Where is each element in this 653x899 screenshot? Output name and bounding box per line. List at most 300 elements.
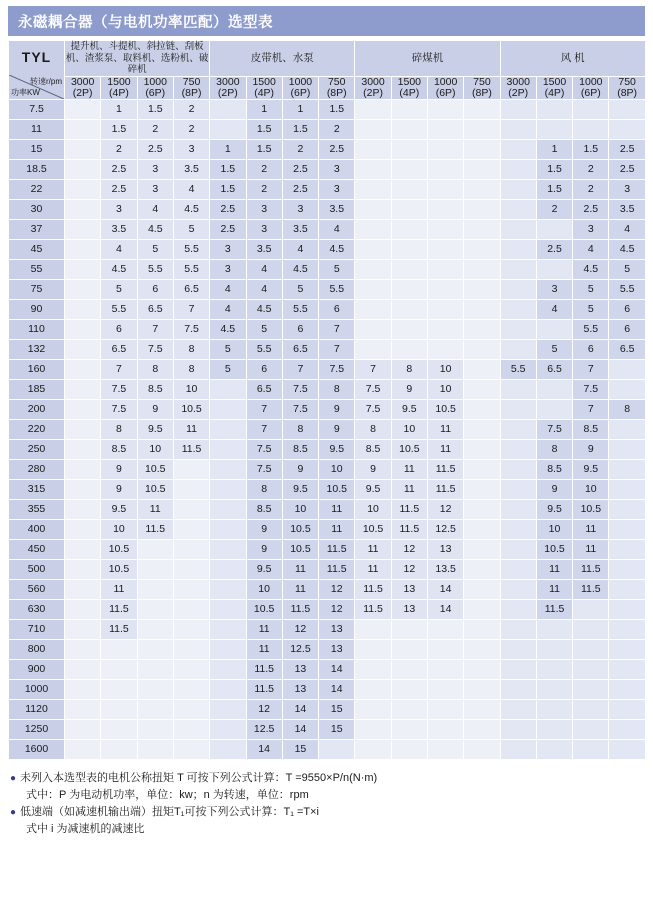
table-row — [9, 239, 646, 259]
model-cell: 3 — [319, 179, 355, 199]
empty-cell — [464, 579, 500, 599]
table-row — [9, 679, 646, 699]
empty-cell — [500, 699, 536, 719]
model-cell: 10.5 — [282, 519, 318, 539]
model-cell: 2 — [173, 99, 209, 119]
model-cell: 10.5 — [319, 479, 355, 499]
empty-cell — [500, 599, 536, 619]
empty-cell — [101, 719, 137, 739]
empty-cell — [500, 319, 536, 339]
model-cell: 12.5 — [282, 639, 318, 659]
model-cell: 8 — [137, 359, 173, 379]
empty-cell — [464, 699, 500, 719]
model-cell: 8.5 — [282, 439, 318, 459]
empty-cell — [355, 239, 391, 259]
table-row — [9, 119, 646, 139]
empty-cell — [137, 659, 173, 679]
model-cell: 9.5 — [282, 479, 318, 499]
model-cell: 9 — [536, 479, 572, 499]
empty-cell — [355, 679, 391, 699]
table-row — [9, 619, 646, 639]
empty-cell — [500, 339, 536, 359]
empty-cell — [355, 719, 391, 739]
model-cell: 3.5 — [246, 239, 282, 259]
model-cell: 2 — [573, 159, 609, 179]
model-cell: 6.5 — [536, 359, 572, 379]
empty-cell — [536, 99, 572, 119]
empty-cell — [427, 299, 463, 319]
empty-cell — [173, 659, 209, 679]
model-cell: 2.5 — [137, 139, 173, 159]
model-cell: 11 — [282, 559, 318, 579]
model-cell: 11.5 — [427, 479, 463, 499]
empty-cell — [355, 99, 391, 119]
table-row — [9, 639, 646, 659]
model-cell: 11 — [137, 499, 173, 519]
model-cell: 2.5 — [609, 139, 645, 159]
power-kw-cell: 160 — [9, 359, 65, 379]
model-cell: 5.5 — [137, 259, 173, 279]
note-item — [10, 804, 645, 821]
model-cell: 14 — [282, 719, 318, 739]
empty-cell — [573, 119, 609, 139]
empty-cell — [464, 639, 500, 659]
model-cell: 8 — [173, 339, 209, 359]
speed-header-crusher-3: 1000 (6P) — [427, 76, 463, 99]
empty-cell — [500, 119, 536, 139]
model-cell: 11 — [173, 419, 209, 439]
empty-cell — [427, 679, 463, 699]
empty-cell — [65, 499, 101, 519]
model-cell: 1.5 — [536, 159, 572, 179]
model-cell: 13 — [391, 599, 427, 619]
model-cell: 12 — [427, 499, 463, 519]
empty-cell — [500, 279, 536, 299]
power-kw-cell: 37 — [9, 219, 65, 239]
empty-cell — [609, 459, 645, 479]
model-cell: 2.5 — [573, 199, 609, 219]
speed-header-belt-1: 3000 (2P) — [210, 76, 246, 99]
empty-cell — [173, 639, 209, 659]
model-cell: 2.5 — [282, 179, 318, 199]
empty-cell — [355, 219, 391, 239]
model-cell: 13 — [319, 639, 355, 659]
empty-cell — [609, 479, 645, 499]
empty-cell — [500, 639, 536, 659]
power-kw-cell: 45 — [9, 239, 65, 259]
model-cell: 5 — [210, 339, 246, 359]
empty-cell — [173, 479, 209, 499]
empty-cell — [500, 659, 536, 679]
model-cell: 6 — [282, 319, 318, 339]
empty-cell — [173, 539, 209, 559]
empty-cell — [500, 139, 536, 159]
table-row — [9, 379, 646, 399]
table-row — [9, 539, 646, 559]
empty-cell — [536, 399, 572, 419]
empty-cell — [210, 519, 246, 539]
power-kw-cell: 400 — [9, 519, 65, 539]
model-cell: 10 — [137, 439, 173, 459]
speed-header-fan-1: 3000 (2P) — [500, 76, 536, 99]
power-kw-cell: 15 — [9, 139, 65, 159]
model-cell: 5.5 — [500, 359, 536, 379]
model-cell: 10.5 — [391, 439, 427, 459]
empty-cell — [391, 279, 427, 299]
empty-cell — [427, 619, 463, 639]
model-cell: 2.5 — [210, 199, 246, 219]
power-kw-cell: 630 — [9, 599, 65, 619]
model-cell: 6 — [609, 299, 645, 319]
model-cell: 8 — [282, 419, 318, 439]
empty-cell — [210, 539, 246, 559]
model-cell: 1.5 — [246, 119, 282, 139]
model-cell: 5 — [101, 279, 137, 299]
speed-header-hoist-4: 750 (8P) — [173, 76, 209, 99]
empty-cell — [500, 299, 536, 319]
empty-cell — [391, 179, 427, 199]
power-kw-cell: 800 — [9, 639, 65, 659]
power-kw-cell: 75 — [9, 279, 65, 299]
model-cell: 5.5 — [173, 239, 209, 259]
notes-block — [8, 770, 645, 838]
model-cell: 13 — [427, 539, 463, 559]
model-cell: 7.5 — [246, 459, 282, 479]
empty-cell — [573, 99, 609, 119]
corner-label-kw: 功率KW — [11, 87, 40, 97]
model-cell: 13.5 — [427, 559, 463, 579]
empty-cell — [355, 159, 391, 179]
empty-cell — [173, 519, 209, 539]
model-cell: 4.5 — [173, 199, 209, 219]
model-cell: 1.5 — [210, 159, 246, 179]
empty-cell — [427, 219, 463, 239]
model-cell: 3.5 — [609, 199, 645, 219]
model-cell: 5.5 — [609, 279, 645, 299]
empty-cell — [65, 679, 101, 699]
empty-cell — [173, 619, 209, 639]
model-cell: 10 — [573, 479, 609, 499]
power-kw-cell: 355 — [9, 499, 65, 519]
empty-cell — [391, 659, 427, 679]
model-cell: 10 — [282, 499, 318, 519]
table-row — [9, 99, 646, 119]
empty-cell — [609, 719, 645, 739]
model-cell: 4 — [573, 239, 609, 259]
model-cell: 11 — [573, 519, 609, 539]
model-cell: 2 — [173, 119, 209, 139]
model-cell: 5.5 — [573, 319, 609, 339]
model-cell: 11 — [427, 439, 463, 459]
empty-cell — [65, 439, 101, 459]
model-cell: 3 — [319, 159, 355, 179]
table-head — [9, 41, 646, 100]
model-cell: 6 — [246, 359, 282, 379]
table-row — [9, 719, 646, 739]
model-cell: 1 — [536, 139, 572, 159]
model-cell: 4 — [536, 299, 572, 319]
speed-header-belt-2: 1500 (4P) — [246, 76, 282, 99]
model-cell: 10 — [173, 379, 209, 399]
model-cell: 11.5 — [246, 659, 282, 679]
model-cell: 3 — [573, 219, 609, 239]
model-cell: 5.5 — [246, 339, 282, 359]
model-cell: 10 — [391, 419, 427, 439]
model-cell: 7 — [137, 319, 173, 339]
model-cell: 12 — [391, 559, 427, 579]
empty-cell — [464, 119, 500, 139]
empty-cell — [355, 179, 391, 199]
empty-cell — [210, 379, 246, 399]
empty-cell — [573, 679, 609, 699]
model-cell: 2.5 — [210, 219, 246, 239]
empty-cell — [427, 99, 463, 119]
model-cell: 14 — [282, 699, 318, 719]
model-cell: 2.5 — [101, 159, 137, 179]
model-cell: 7.5 — [246, 439, 282, 459]
power-kw-cell: 1000 — [9, 679, 65, 699]
model-cell: 9.5 — [573, 459, 609, 479]
model-cell: 10 — [355, 499, 391, 519]
model-cell: 11.5 — [355, 579, 391, 599]
model-cell: 10.5 — [282, 539, 318, 559]
table-row — [9, 519, 646, 539]
model-cell: 1.5 — [536, 179, 572, 199]
model-cell: 11.5 — [427, 459, 463, 479]
model-cell: 3 — [246, 219, 282, 239]
table-row — [9, 499, 646, 519]
model-cell: 1.5 — [246, 139, 282, 159]
empty-cell — [210, 719, 246, 739]
empty-cell — [65, 219, 101, 239]
empty-cell — [464, 679, 500, 699]
speed-header-hoist-3: 1000 (6P) — [137, 76, 173, 99]
model-cell: 11 — [391, 479, 427, 499]
model-cell: 11.5 — [573, 579, 609, 599]
empty-cell — [210, 99, 246, 119]
model-cell: 6 — [609, 319, 645, 339]
empty-cell — [609, 519, 645, 539]
power-kw-cell: 280 — [9, 459, 65, 479]
note-text: 式中 i 为减速机的减速比 — [26, 822, 145, 835]
empty-cell — [210, 439, 246, 459]
table-row — [9, 419, 646, 439]
power-kw-cell: 220 — [9, 419, 65, 439]
speed-header-crusher-1: 3000 (2P) — [355, 76, 391, 99]
empty-cell — [65, 119, 101, 139]
empty-cell — [427, 139, 463, 159]
empty-cell — [65, 99, 101, 119]
model-cell: 11 — [246, 619, 282, 639]
empty-cell — [65, 539, 101, 559]
model-cell: 6 — [137, 279, 173, 299]
empty-cell — [65, 639, 101, 659]
empty-cell — [391, 619, 427, 639]
empty-cell — [355, 279, 391, 299]
empty-cell — [536, 659, 572, 679]
model-cell: 3 — [137, 179, 173, 199]
model-cell: 3 — [246, 199, 282, 219]
model-cell: 2 — [282, 139, 318, 159]
empty-cell — [464, 139, 500, 159]
model-cell: 12 — [319, 599, 355, 619]
empty-cell — [464, 459, 500, 479]
empty-cell — [500, 579, 536, 599]
model-cell: 5.5 — [173, 259, 209, 279]
model-cell: 10.5 — [536, 539, 572, 559]
model-cell: 11.5 — [536, 599, 572, 619]
empty-cell — [464, 179, 500, 199]
model-cell: 5 — [282, 279, 318, 299]
empty-cell — [355, 739, 391, 759]
model-cell: 10 — [536, 519, 572, 539]
empty-cell — [65, 579, 101, 599]
model-cell: 2.5 — [609, 159, 645, 179]
model-cell: 8.5 — [355, 439, 391, 459]
model-cell: 13 — [282, 659, 318, 679]
empty-cell — [65, 659, 101, 679]
model-cell: 4.5 — [101, 259, 137, 279]
model-cell: 11.5 — [173, 439, 209, 459]
model-cell: 4.5 — [210, 319, 246, 339]
model-cell: 9 — [319, 419, 355, 439]
empty-cell — [609, 599, 645, 619]
model-cell: 4 — [246, 279, 282, 299]
model-cell: 3.5 — [173, 159, 209, 179]
model-cell: 7.5 — [355, 399, 391, 419]
empty-cell — [210, 579, 246, 599]
empty-cell — [65, 519, 101, 539]
model-cell: 10.5 — [355, 519, 391, 539]
model-cell: 3.5 — [101, 219, 137, 239]
model-cell: 2 — [573, 179, 609, 199]
empty-cell — [573, 619, 609, 639]
model-cell: 1 — [101, 99, 137, 119]
empty-cell — [210, 679, 246, 699]
model-cell: 5 — [173, 219, 209, 239]
empty-cell — [500, 219, 536, 239]
group-header-belt: 皮带机、水泵 — [210, 41, 355, 77]
model-cell: 1.5 — [282, 119, 318, 139]
empty-cell — [609, 99, 645, 119]
empty-cell — [65, 279, 101, 299]
speed-header-crusher-4: 750 (8P) — [464, 76, 500, 99]
power-kw-cell: 560 — [9, 579, 65, 599]
power-kw-cell: 250 — [9, 439, 65, 459]
empty-cell — [391, 199, 427, 219]
model-cell: 7 — [573, 359, 609, 379]
model-cell: 1 — [246, 99, 282, 119]
empty-cell — [137, 719, 173, 739]
note-text: 未列入本选型表的电机公称扭矩 T 可按下列公式计算：T =9550×P/n(N·m) — [20, 771, 378, 784]
empty-cell — [609, 679, 645, 699]
empty-cell — [137, 579, 173, 599]
empty-cell — [101, 659, 137, 679]
model-cell: 7 — [173, 299, 209, 319]
table-row — [9, 579, 646, 599]
empty-cell — [137, 739, 173, 759]
empty-cell — [500, 439, 536, 459]
empty-cell — [137, 599, 173, 619]
model-cell: 11.5 — [101, 619, 137, 639]
empty-cell — [391, 639, 427, 659]
model-cell: 10.5 — [173, 399, 209, 419]
model-cell: 10 — [319, 459, 355, 479]
empty-cell — [464, 479, 500, 499]
model-cell: 6 — [573, 339, 609, 359]
empty-cell — [391, 219, 427, 239]
model-cell: 3 — [536, 279, 572, 299]
empty-cell — [500, 399, 536, 419]
power-kw-cell: 500 — [9, 559, 65, 579]
empty-cell — [609, 359, 645, 379]
empty-cell — [500, 559, 536, 579]
empty-cell — [355, 619, 391, 639]
model-cell: 4.5 — [573, 259, 609, 279]
model-cell: 3.5 — [282, 219, 318, 239]
empty-cell — [65, 179, 101, 199]
empty-cell — [65, 599, 101, 619]
page-title: 永磁耦合器（与电机功率匹配）选型表 — [8, 6, 645, 36]
model-cell: 4.5 — [282, 259, 318, 279]
empty-cell — [500, 159, 536, 179]
empty-cell — [464, 299, 500, 319]
model-cell: 9 — [391, 379, 427, 399]
group-header-row — [9, 41, 646, 77]
note-text: 式中：P 为电动机功率，单位：kw；n 为转速，单位：rpm — [26, 788, 309, 801]
model-cell: 12 — [282, 619, 318, 639]
empty-cell — [500, 99, 536, 119]
empty-cell — [536, 219, 572, 239]
table-row — [9, 659, 646, 679]
empty-cell — [391, 719, 427, 739]
model-cell: 2.5 — [536, 239, 572, 259]
model-cell: 3 — [137, 159, 173, 179]
empty-cell — [609, 579, 645, 599]
empty-cell — [137, 699, 173, 719]
table-row — [9, 279, 646, 299]
model-cell: 6 — [101, 319, 137, 339]
model-cell: 14 — [246, 739, 282, 759]
power-kw-cell: 315 — [9, 479, 65, 499]
power-kw-cell: 1600 — [9, 739, 65, 759]
empty-cell — [464, 239, 500, 259]
model-cell: 11.5 — [246, 679, 282, 699]
model-cell: 7.5 — [173, 319, 209, 339]
model-cell: 12 — [246, 699, 282, 719]
table-row — [9, 399, 646, 419]
speed-header-row — [9, 76, 646, 99]
model-cell: 5 — [573, 299, 609, 319]
model-cell: 4 — [246, 259, 282, 279]
model-cell: 12 — [391, 539, 427, 559]
empty-cell — [355, 119, 391, 139]
model-cell: 9.5 — [536, 499, 572, 519]
model-cell: 7 — [246, 419, 282, 439]
empty-cell — [427, 739, 463, 759]
model-cell: 3.5 — [319, 199, 355, 219]
model-cell: 1.5 — [319, 99, 355, 119]
model-cell: 11 — [391, 459, 427, 479]
empty-cell — [536, 639, 572, 659]
empty-cell — [65, 239, 101, 259]
empty-cell — [536, 319, 572, 339]
empty-cell — [464, 439, 500, 459]
empty-cell — [391, 259, 427, 279]
empty-cell — [65, 379, 101, 399]
power-kw-cell: 22 — [9, 179, 65, 199]
model-cell: 4 — [282, 239, 318, 259]
